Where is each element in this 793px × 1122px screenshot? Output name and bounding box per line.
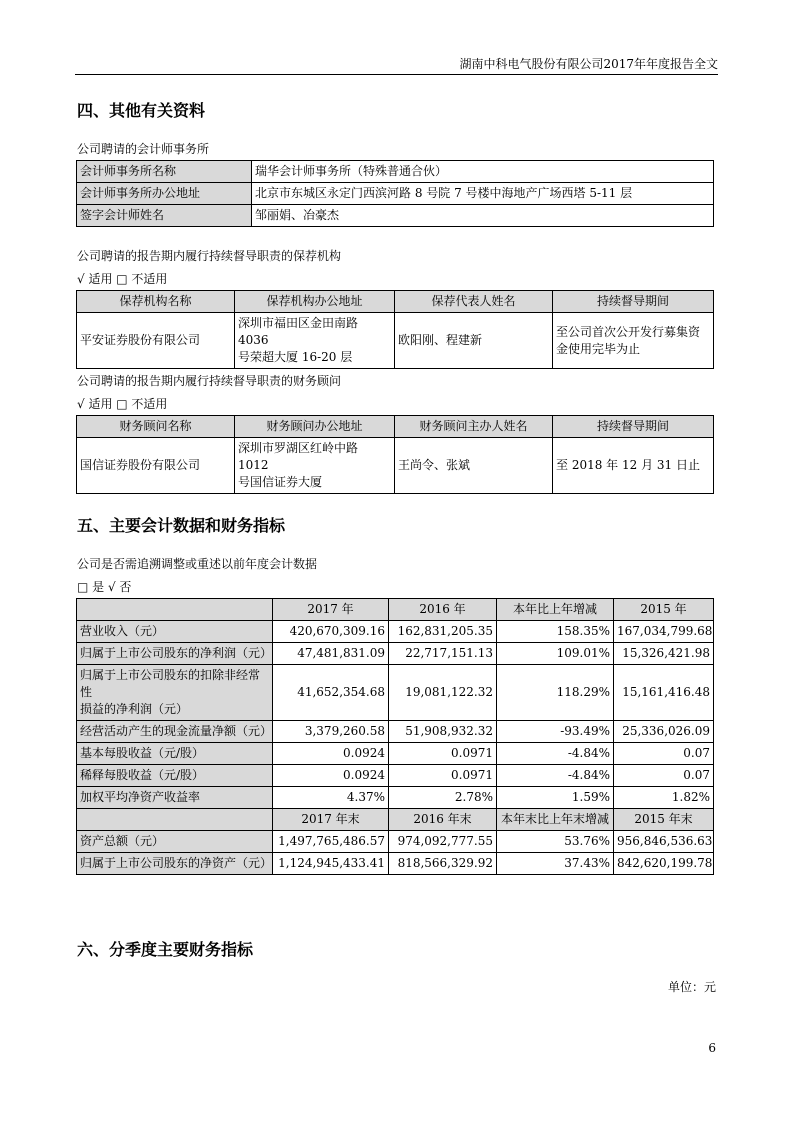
page-number: 6 (708, 1041, 716, 1055)
sponsor-period (553, 313, 714, 369)
row-label-line2: 损益的净利润（元） (80, 702, 189, 716)
table-row (77, 665, 714, 721)
column-header: 财务顾问名称 (77, 416, 235, 438)
cell-2016: 162,831,205.35 (389, 621, 497, 643)
cell-change: 109.01% (497, 643, 614, 665)
table-header-row (77, 291, 714, 313)
signing-accountant-label: 签字会计师姓名 (77, 205, 252, 227)
column-header: 财务顾问办公地址 (235, 416, 395, 438)
row-label (77, 665, 273, 721)
advisor-intro: 公司聘请的报告期内履行持续督导职责的财务顾问 (77, 374, 342, 388)
column-header: 2017 年 (273, 599, 389, 621)
table-row (77, 831, 714, 853)
column-header: 持续督导期间 (553, 416, 714, 438)
page-header: 湖南中科电气股份有限公司2017年年度报告全文 (459, 57, 718, 71)
advisor-name: 国信证券股份有限公司 (77, 438, 235, 494)
table-row (77, 787, 714, 809)
table-row (77, 765, 714, 787)
cell-2016: 0.0971 (389, 743, 497, 765)
cell-change: 1.59% (497, 787, 614, 809)
table-row (77, 161, 714, 183)
sponsor-applicable: √ 适用 □ 不适用 (77, 272, 168, 286)
cell-2017: 0.0924 (273, 743, 389, 765)
cell-2016: 818,566,329.92 (389, 853, 497, 875)
column-header: 本年末比上年末增减 (497, 809, 614, 831)
cell-2017: 1,497,765,486.57 (273, 831, 389, 853)
row-label: 归属于上市公司股东的净资产（元） (77, 853, 273, 875)
column-header: 2016 年末 (389, 809, 497, 831)
cell-change: 158.35% (497, 621, 614, 643)
cell-2017: 420,670,309.16 (273, 621, 389, 643)
row-label: 基本每股收益（元/股） (77, 743, 273, 765)
unit-label: 单位：元 (667, 980, 716, 994)
table-header-row (77, 416, 714, 438)
row-label: 营业收入（元） (77, 621, 273, 643)
cell-2015: 956,846,536.63 (614, 831, 714, 853)
advisor-address (235, 438, 395, 494)
auditor-name-value: 瑞华会计师事务所（特殊普通合伙） (252, 161, 714, 183)
auditor-address-label: 会计师事务所办公地址 (77, 183, 252, 205)
advisor-address-line1: 深圳市罗湖区红岭中路 1012 (238, 441, 359, 472)
cell-2017: 3,379,260.58 (273, 721, 389, 743)
table-row (77, 853, 714, 875)
cell-2015: 1.82% (614, 787, 714, 809)
section-5-title: 五、主要会计数据和财务指标 (77, 516, 286, 535)
cell-2015: 15,326,421.98 (614, 643, 714, 665)
sponsor-name: 平安证券股份有限公司 (77, 313, 235, 369)
column-header: 2017 年末 (273, 809, 389, 831)
column-header: 本年比上年增减 (497, 599, 614, 621)
column-header: 保荐机构办公地址 (235, 291, 395, 313)
cell-2016: 19,081,122.32 (389, 665, 497, 721)
cell-2016: 2.78% (389, 787, 497, 809)
auditor-table (76, 160, 714, 227)
sponsor-period-line2: 金使用完毕为止 (556, 341, 641, 356)
restatement-question: 公司是否需追溯调整或重述以前年度会计数据 (77, 557, 318, 571)
cell-2016: 974,092,777.55 (389, 831, 497, 853)
row-label: 加权平均净资产收益率 (77, 787, 273, 809)
row-label: 稀释每股收益（元/股） (77, 765, 273, 787)
financial-data-table (76, 598, 714, 875)
table-row (77, 183, 714, 205)
cell-2017: 47,481,831.09 (273, 643, 389, 665)
table-row (77, 643, 714, 665)
table-row (77, 743, 714, 765)
sponsor-address (235, 313, 395, 369)
column-header: 持续督导期间 (553, 291, 714, 313)
cell-2015: 15,161,416.48 (614, 665, 714, 721)
table-row (77, 621, 714, 643)
signing-accountant-value: 邹丽娟、冶豪杰 (252, 205, 714, 227)
restatement-answer: □ 是 √ 否 (77, 580, 132, 594)
column-header: 财务顾问主办人姓名 (395, 416, 553, 438)
advisor-applicable: √ 适用 □ 不适用 (77, 397, 168, 411)
table-row (77, 438, 714, 494)
row-label: 资产总额（元） (77, 831, 273, 853)
table-header-row (77, 809, 714, 831)
cell-2017: 4.37% (273, 787, 389, 809)
advisor-table (76, 415, 714, 494)
cell-2016: 51,908,932.32 (389, 721, 497, 743)
cell-2015: 25,336,026.09 (614, 721, 714, 743)
cell-2016: 0.0971 (389, 765, 497, 787)
sponsor-representatives: 欧阳刚、程建新 (395, 313, 553, 369)
column-header: 保荐机构名称 (77, 291, 235, 313)
section-4-title: 四、其他有关资料 (77, 101, 206, 120)
sponsor-intro: 公司聘请的报告期内履行持续督导职责的保荐机构 (77, 249, 342, 263)
cell-change: 118.29% (497, 665, 614, 721)
cell-2017: 41,652,354.68 (273, 665, 389, 721)
header-divider (75, 74, 718, 75)
cell-change: -4.84% (497, 765, 614, 787)
sponsor-table (76, 290, 714, 369)
table-row (77, 205, 714, 227)
advisor-address-line2: 号国信证券大厦 (238, 475, 323, 489)
column-header: 2016 年 (389, 599, 497, 621)
auditor-intro: 公司聘请的会计师事务所 (77, 142, 210, 156)
table-row (77, 313, 714, 369)
row-label: 归属于上市公司股东的净利润（元） (77, 643, 273, 665)
cell-2015: 0.07 (614, 743, 714, 765)
auditor-name-label: 会计师事务所名称 (77, 161, 252, 183)
column-header (77, 599, 273, 621)
sponsor-address-line1: 深圳市福田区金田南路 4036 (238, 316, 359, 347)
row-label-line1: 归属于上市公司股东的扣除非经常性 (80, 668, 261, 699)
cell-change: -93.49% (497, 721, 614, 743)
table-header-row (77, 599, 714, 621)
cell-2015: 167,034,799.68 (614, 621, 714, 643)
advisor-representatives: 王尚令、张斌 (395, 438, 553, 494)
column-header: 2015 年末 (614, 809, 714, 831)
cell-2015: 0.07 (614, 765, 714, 787)
cell-2017: 1,124,945,433.41 (273, 853, 389, 875)
sponsor-period-line1: 至公司首次公开发行募集资 (556, 324, 701, 339)
auditor-address-value: 北京市东城区永定门西滨河路 8 号院 7 号楼中海地产广场西塔 5-11 层 (252, 183, 714, 205)
sponsor-address-line2: 号荣超大厦 16-20 层 (238, 350, 353, 364)
cell-change: -4.84% (497, 743, 614, 765)
row-label: 经营活动产生的现金流量净额（元） (77, 721, 273, 743)
section-6-title: 六、分季度主要财务指标 (77, 940, 254, 959)
advisor-period: 至 2018 年 12 月 31 日止 (553, 438, 714, 494)
column-header: 2015 年 (614, 599, 714, 621)
cell-2016: 22,717,151.13 (389, 643, 497, 665)
column-header: 保荐代表人姓名 (395, 291, 553, 313)
cell-2015: 842,620,199.78 (614, 853, 714, 875)
cell-change: 53.76% (497, 831, 614, 853)
column-header (77, 809, 273, 831)
cell-change: 37.43% (497, 853, 614, 875)
table-row (77, 721, 714, 743)
cell-2017: 0.0924 (273, 765, 389, 787)
